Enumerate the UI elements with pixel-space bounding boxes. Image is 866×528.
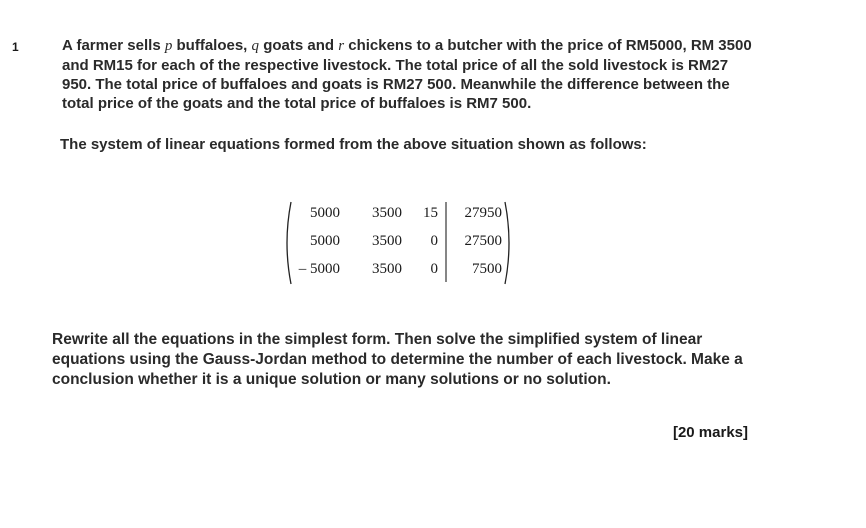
system-intro-text: The system of linear equations formed from the above situation shown as follows: [60, 136, 647, 153]
problem-text-3: goats and [259, 37, 339, 54]
problem-text-4: chickens to a butcher with the price of RM5000, RM 3500 and RM15 for each of the respective livestock. The total price of all the sold livestock is RM27 950. The total price of buffaloes and goats is RM27 500. Meanwhile the difference between the total price of the goats and the total price of buffaloes is RM7 500. [62, 37, 752, 112]
variable-p: p [164, 38, 173, 54]
augmented-matrix [282, 198, 514, 288]
problem-text-2: buffaloes, [172, 37, 252, 54]
matrix-cell-r2-c4: 27500 [464, 233, 502, 249]
matrix-cell-r1-c4: 27950 [464, 205, 502, 221]
matrix-cell-r1-c1: 5000 [310, 205, 340, 221]
variable-q: q [251, 38, 260, 54]
variable-r: r [338, 38, 345, 54]
matrix-cell-r2-c3: 0 [430, 233, 438, 249]
problem-text-1: A farmer sells [62, 37, 165, 54]
matrix-cell-r3-c3: 0 [430, 261, 438, 277]
marks-label: [20 marks] [672, 424, 748, 441]
matrix-cell-r3-c2: 3500 [372, 261, 402, 277]
problem-statement [62, 36, 752, 113]
matrix-cell-r2-c2: 3500 [372, 233, 402, 249]
matrix-cell-r1-c2: 3500 [372, 205, 402, 221]
matrix-cell-r2-c1: 5000 [310, 233, 340, 249]
question-number: 1 [12, 40, 19, 54]
matrix-cell-r3-c1: – 5000 [298, 261, 340, 277]
instruction-text: Rewrite all the equations in the simplest form. Then solve the simplified system of linear equations using the Gauss-Jordan method to determine the number of each livestock. Make a conclusion whether it is a unique solution or many solutions or no solution. [52, 331, 743, 388]
matrix-cell-r1-c3: 15 [423, 205, 438, 221]
matrix-cell-r3-c4: 7500 [472, 261, 502, 277]
